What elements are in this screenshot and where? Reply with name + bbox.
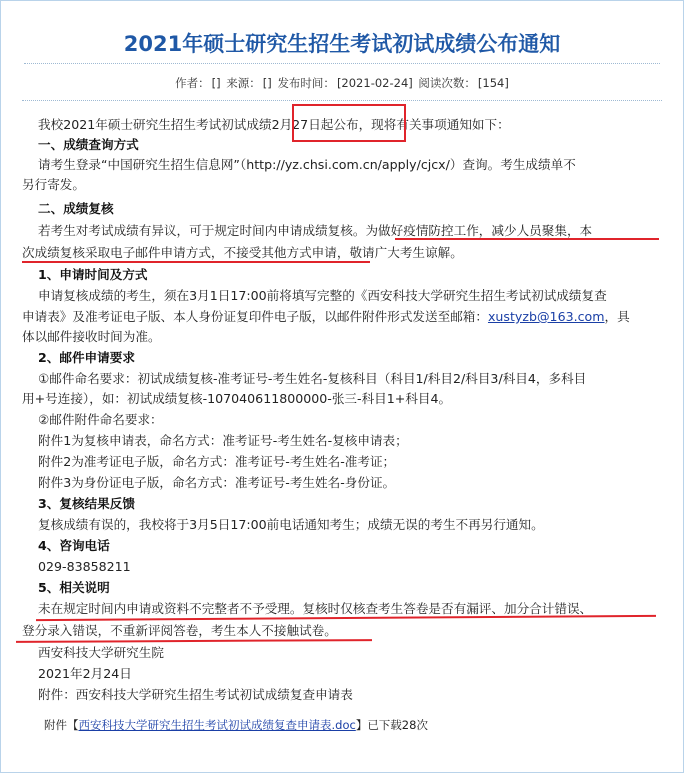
attachment-download-link[interactable]: 西安科技大学研究生招生考试初试成绩复查申请表.doc: [78, 718, 356, 732]
read-count-value: [154]: [477, 76, 509, 90]
divider: [22, 100, 662, 101]
divider: [24, 63, 660, 64]
article-meta: [0, 75, 684, 91]
attachment-note: 附件：西安科技大学研究生招生考试初试成绩复查申请表: [38, 687, 353, 702]
red-underline: [395, 238, 659, 240]
paragraph-line: 附件2为准考证电子版，命名方式：准考证号-考生姓名-准考证；: [38, 454, 396, 469]
intro-text-end: 现将有关事项通知如下：: [371, 117, 510, 132]
paragraph-line: 用+号连接），如：初试成绩复核-107040611800000-张三-科目1+科目4。: [22, 391, 452, 406]
publish-time-value: [2021-02-24]: [336, 76, 413, 90]
signature-org: 西安科技大学研究生院: [38, 645, 164, 660]
red-underline: [22, 261, 370, 263]
paragraph-line: 未在规定时间内申请或资料不完整者不予受理。复核时仅核查考生答卷是否有漏评、加分合计错误、: [38, 601, 593, 616]
subsection-heading: 3、复核结果反馈: [38, 496, 135, 511]
publish-date-highlight: 2月27日起公布，: [271, 117, 372, 132]
paragraph-line: ①邮件命名要求：初试成绩复核-准考证号-考生姓名-复核科目（科目1/科目2/科目3/科目4，多科目: [38, 371, 587, 386]
paragraph-line: 附件1为复核申请表，命名方式：准考证号-考生姓名-复核申请表；: [38, 433, 408, 448]
attachment-bracket: 】: [355, 718, 368, 732]
paragraph-line: ②邮件附件命名要求：: [38, 412, 163, 427]
paragraph-line: 登分录入错误，不重新评阅答卷，考生本人不接触试卷。: [22, 623, 337, 638]
paragraph-line: 附件3为身份证电子版，命名方式：准考证号-考生姓名-身份证。: [38, 475, 396, 490]
subsection-heading: 1、申请时间及方式: [38, 267, 148, 282]
red-annotation-box: [292, 104, 406, 142]
publish-time-label: 发布时间：: [277, 76, 335, 90]
email-link[interactable]: xustyzb@163.com: [487, 309, 605, 324]
intro-paragraph: [38, 115, 510, 135]
attachment-bar: [44, 717, 428, 733]
author-value: []: [211, 76, 221, 90]
paragraph-line: 申请复核成绩的考生，须在3月1日17:00前将填写完整的《西安科技大学研究生招生考试初试成绩复查: [38, 288, 607, 303]
subsection-heading: 4、咨询电话: [38, 538, 110, 553]
subsection-heading: 5、相关说明: [38, 580, 110, 595]
paragraph-line: 另行寄发。: [22, 177, 85, 192]
attachment-label: 附件【: [44, 718, 79, 732]
subsection-heading: 2、邮件申请要求: [38, 350, 135, 365]
paragraph-text: ，具: [604, 309, 630, 324]
signature-date: 2021年2月24日: [38, 666, 132, 681]
source-label: 来源：: [226, 76, 261, 90]
paragraph-line: 体以邮件接收时间为准。: [22, 329, 161, 344]
paragraph-text: 申请表》及准考证电子版、本人身份证复印件电子版，以邮件附件形式发送至邮箱：: [22, 309, 488, 324]
download-count: 已下载28次: [367, 718, 428, 732]
author-label: 作者：: [175, 76, 210, 90]
page-title: 2021年硕士研究生招生考试初试成绩公布通知: [123, 32, 561, 56]
paragraph-line: 请考生登录“中国研究生招生信息网”（http://yz.chsi.com.cn/apply/cjcx/）查询。考生成绩单不: [38, 157, 576, 172]
source-value: []: [262, 76, 272, 90]
intro-text: 我校2021年硕士研究生招生考试初试成绩: [38, 117, 272, 132]
section-heading: 一、成绩查询方式: [38, 137, 139, 152]
paragraph-line: 若考生对考试成绩有异议，可于规定时间内申请成绩复核。为做好疫情防控工作，减少人员聚集，本: [38, 223, 593, 238]
phone-number: 029-83858211: [38, 559, 131, 574]
section-heading: 二、成绩复核: [38, 201, 114, 216]
paragraph-line: [22, 307, 630, 327]
read-count-label: 阅读次数：: [418, 76, 476, 90]
paragraph-line: 次成绩复核采取电子邮件申请方式，不接受其他方式申请，敬请广大考生谅解。: [22, 245, 463, 260]
paragraph-line: 复核成绩有误的，我校将于3月5日17:00前电话通知考生；成绩无误的考生不再另行通知。: [38, 517, 544, 532]
